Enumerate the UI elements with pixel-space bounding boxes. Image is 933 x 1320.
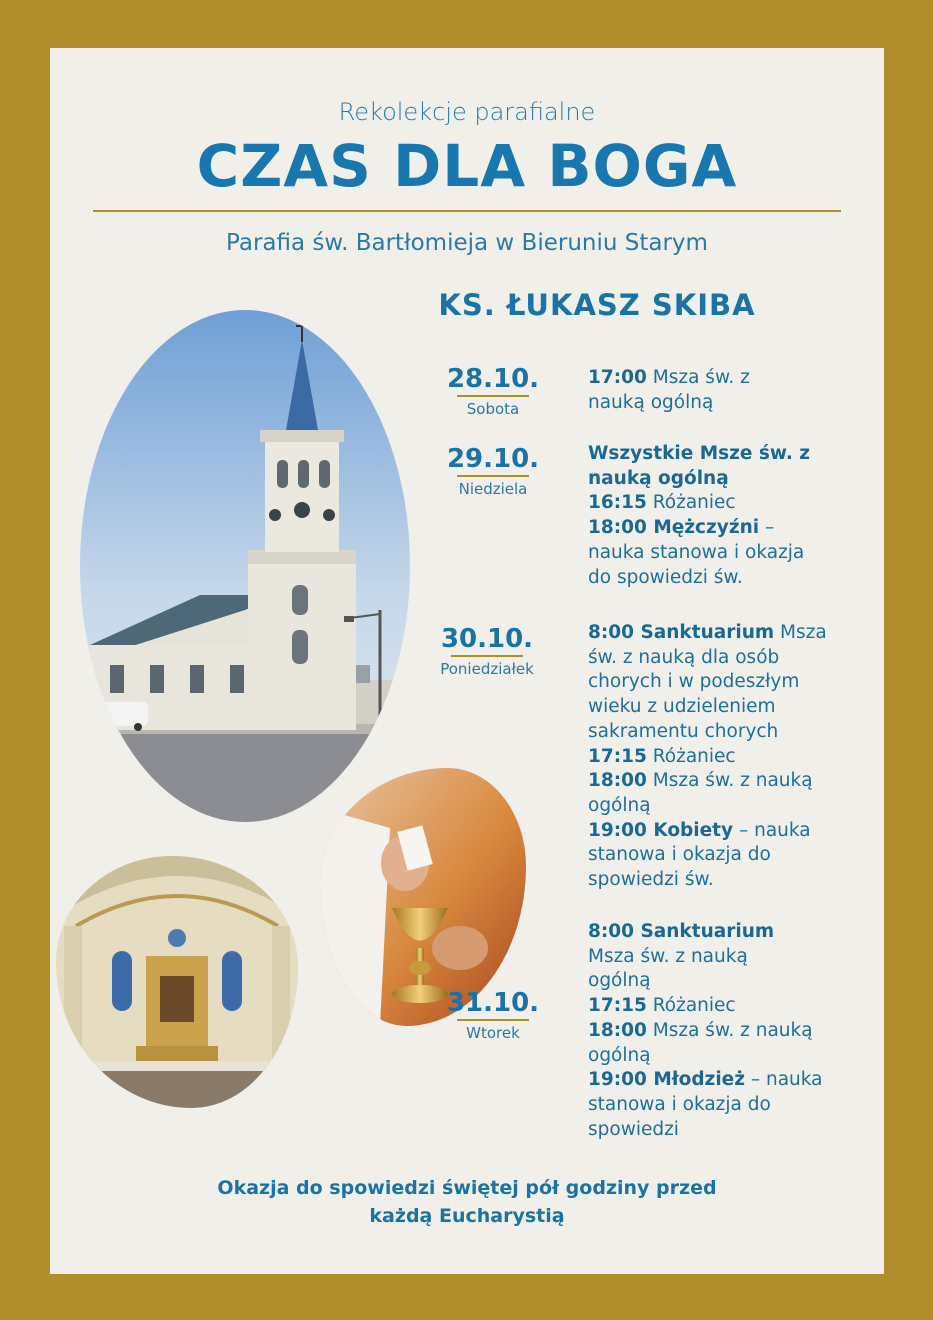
schedule-line-emphasis: 19:00 Młodzież <box>588 1069 745 1091</box>
schedule-line-text: nauką ogólną <box>588 391 714 413</box>
schedule-line-text: do spowiedzi św. <box>588 566 743 588</box>
schedule-line <box>588 366 878 391</box>
schedule-line <box>588 1068 878 1093</box>
schedule-line <box>588 969 878 994</box>
schedule-line-text: nauka stanowa i okazja <box>588 541 805 563</box>
schedule-30-10 <box>588 621 878 893</box>
schedule-line-emphasis: 8:00 Sanktuarium <box>588 622 775 643</box>
schedule-line-text: wieku z udzieleniem <box>588 696 776 718</box>
schedule-line <box>588 720 878 745</box>
schedule-line <box>588 1118 878 1143</box>
schedule-line-text: Msza św. z nauką <box>646 770 813 792</box>
schedule-line <box>588 670 878 695</box>
church-interior-photo <box>56 856 298 1108</box>
schedule-line-emphasis: 16:15 <box>588 492 647 514</box>
schedule-line-text: Różaniec <box>646 995 736 1017</box>
day-29-10 <box>428 444 558 498</box>
schedule-line-text: Msza św. z <box>646 367 750 388</box>
confession-note <box>140 1174 794 1230</box>
event-subtitle: Rekolekcje parafialne <box>338 98 596 126</box>
schedule-line <box>588 843 878 868</box>
schedule-line-emphasis: 19:00 Kobiety <box>588 819 734 841</box>
schedule-line-text: – <box>759 517 775 539</box>
schedule-line-emphasis: Wszystkie Msze św. z <box>588 443 811 464</box>
schedule-31-10 <box>588 920 878 1142</box>
event-title: CZAS DLA BOGA <box>196 132 738 200</box>
schedule-line-text: ogólną <box>588 794 651 816</box>
schedule-line-text: Różaniec <box>646 492 736 514</box>
schedule-line <box>588 621 878 646</box>
schedule-line <box>588 819 878 844</box>
weekday-label: Sobota <box>466 400 520 418</box>
priest-name: KS. ŁUKASZ SKIBA <box>438 288 756 322</box>
poster <box>50 48 884 1274</box>
schedule-line <box>588 566 878 591</box>
schedule-line <box>588 491 878 516</box>
schedule-line-emphasis: 18:00 Mężczyźni <box>588 517 760 539</box>
weekday-label: Niedziela <box>458 480 528 498</box>
schedule-line <box>588 391 878 416</box>
schedule-line-text: stanowa i okazja do <box>588 1093 771 1115</box>
schedule-line <box>588 745 878 770</box>
schedule-line-text: św. z nauką dla osób <box>588 646 780 668</box>
date-underline <box>451 655 523 657</box>
schedule-line-text: spowiedzi św. <box>588 869 714 891</box>
schedule-line-emphasis: 18:00 <box>588 1019 647 1041</box>
date-underline <box>457 475 529 477</box>
church-exterior-photo <box>80 310 410 822</box>
schedule-line-text: – nauka <box>733 819 811 841</box>
schedule-line <box>588 646 878 671</box>
schedule-line-text: chorych i w podeszłym <box>588 671 800 693</box>
title-divider <box>93 210 841 212</box>
schedule-line <box>588 1044 878 1069</box>
schedule-line-text: ogólną <box>588 1044 651 1066</box>
schedule-line-emphasis: 8:00 Sanktuarium <box>588 921 775 942</box>
date-label: 30.10. <box>440 624 534 654</box>
schedule-line-text: sakramentu chorych <box>588 720 779 742</box>
schedule-line <box>588 516 878 541</box>
day-31-10 <box>428 988 558 1042</box>
schedule-line <box>588 442 878 467</box>
schedule-line-text: ogólną <box>588 970 651 992</box>
schedule-line <box>588 920 878 945</box>
schedule-line-emphasis: nauką ogólną <box>588 467 729 489</box>
schedule-line <box>588 945 878 970</box>
weekday-label: Poniedziałek <box>440 660 534 678</box>
schedule-line-emphasis: 18:00 <box>588 770 647 792</box>
date-underline <box>457 1019 529 1021</box>
parish-name: Parafia św. Bartłomieja w Bieruniu Starym <box>226 230 708 256</box>
schedule-line <box>588 695 878 720</box>
weekday-label: Wtorek <box>466 1024 520 1042</box>
schedule-line-text: Msza <box>774 622 827 643</box>
date-label: 29.10. <box>446 444 540 474</box>
schedule-line <box>588 1019 878 1044</box>
date-label: 28.10. <box>446 364 540 394</box>
schedule-line <box>588 467 878 492</box>
schedule-29-10 <box>588 442 878 590</box>
schedule-28-10 <box>588 366 878 415</box>
confession-note-line-1: Okazja do spowiedzi świętej pół godziny przed <box>217 1177 717 1199</box>
day-30-10 <box>422 624 552 678</box>
schedule-line <box>588 769 878 794</box>
day-28-10 <box>428 364 558 418</box>
schedule-line-text: stanowa i okazja do <box>588 844 771 866</box>
schedule-line-text: Msza św. z nauką <box>588 945 748 967</box>
confession-note-line-2: każdą Eucharystią <box>369 1205 565 1227</box>
date-label: 31.10. <box>446 988 540 1018</box>
schedule-line-emphasis: 17:15 <box>588 745 647 767</box>
schedule-line-text: spowiedzi <box>588 1118 679 1140</box>
schedule-line <box>588 794 878 819</box>
schedule-line-text: Różaniec <box>646 745 736 767</box>
schedule-line-text: Msza św. z nauką <box>646 1019 813 1041</box>
schedule-line-emphasis: 17:00 <box>588 367 647 388</box>
schedule-line <box>588 541 878 566</box>
schedule-line <box>588 994 878 1019</box>
schedule-line-text: – nauka <box>744 1069 823 1091</box>
schedule-line <box>588 868 878 893</box>
date-underline <box>457 395 529 397</box>
schedule-line-emphasis: 17:15 <box>588 995 647 1017</box>
schedule-line <box>588 1093 878 1118</box>
